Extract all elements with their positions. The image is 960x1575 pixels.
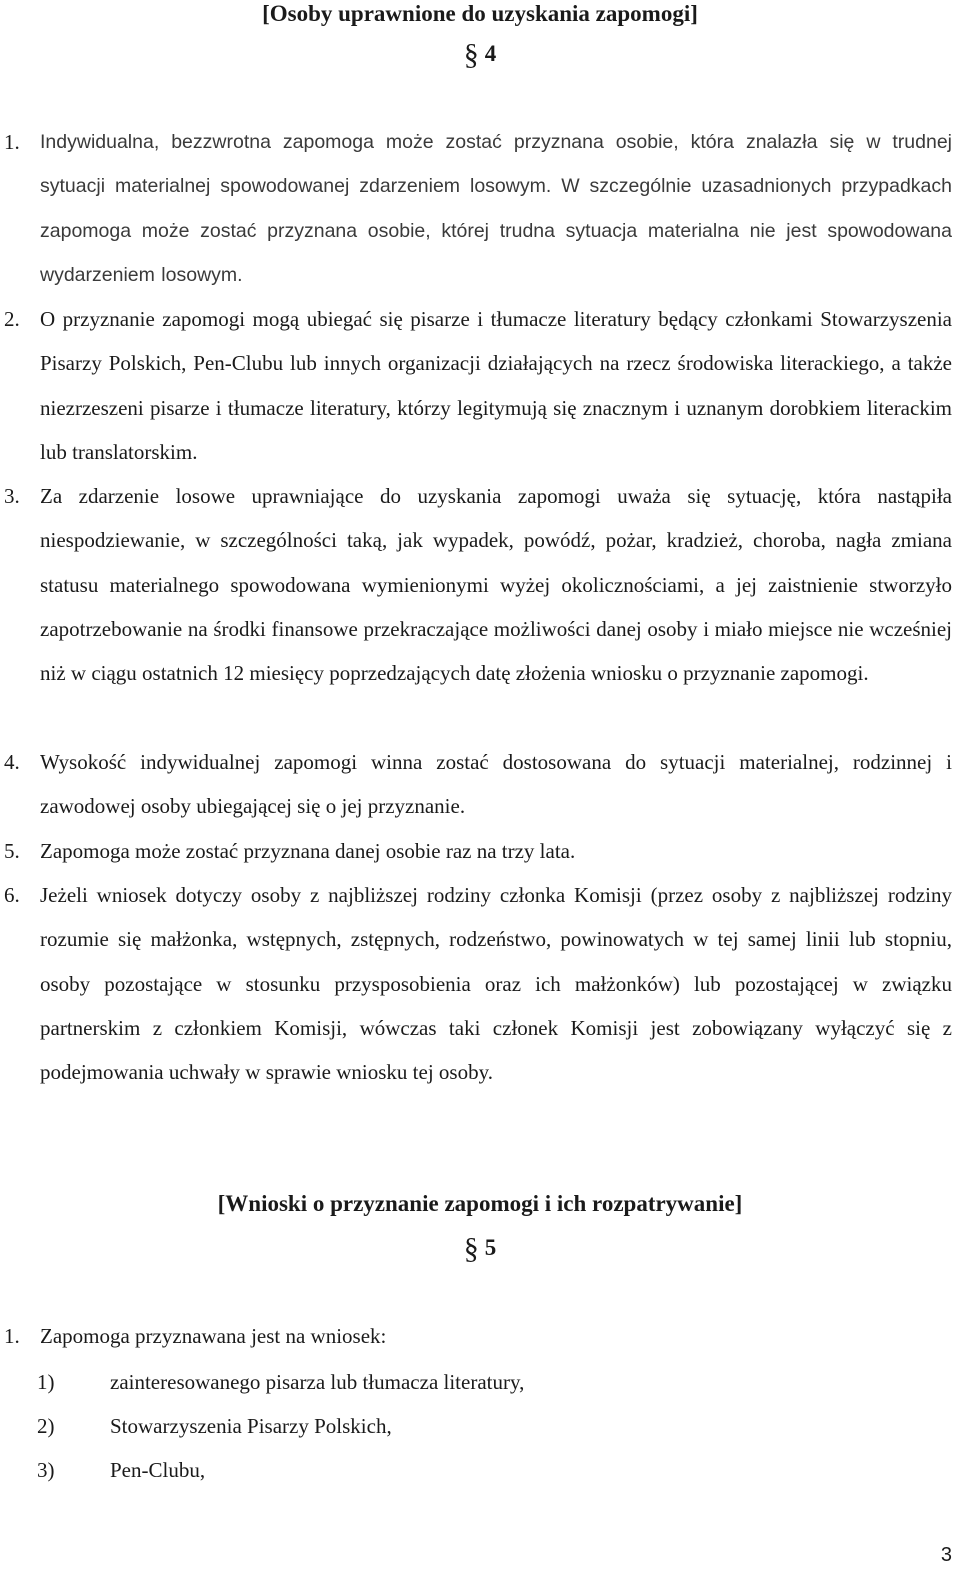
list-item (0, 297, 952, 474)
item-number: 1. (4, 130, 20, 154)
item-number: 2. (4, 307, 20, 331)
item-number: 3. (4, 484, 20, 508)
paragraph-number-value: 4 (484, 41, 497, 66)
item-number: 4. (4, 750, 20, 774)
list-item (0, 740, 952, 829)
list-item (0, 873, 952, 1094)
list-item (0, 1314, 952, 1358)
section-heading: [Osoby uprawnione do uzyskania zapomogi] (262, 1, 698, 26)
section-heading: [Wnioski o przyznanie zapomogi i ich rozpatrywanie] (217, 1191, 743, 1216)
subitem-text: zainteresowanego pisarza lub tłumacza literatury, (110, 1370, 525, 1394)
item-number: 5. (4, 839, 20, 863)
subitem-text: Stowarzyszenia Pisarzy Polskich, (110, 1414, 392, 1438)
item-number: 6. (4, 883, 20, 907)
section-sign: § (463, 38, 479, 71)
section-sign: § (463, 1232, 479, 1265)
item-number: 1. (4, 1324, 20, 1348)
subitem-text: Pen-Clubu, (110, 1458, 206, 1482)
item-text: Zapomoga może zostać przyznana danej osobie raz na trzy lata. (40, 839, 576, 863)
item-text: Jeżeli wniosek dotyczy osoby z najbliższej rodziny członka Komisji (przez osoby z najbliższej rodziny rozumie się małżonka, wstępnych, zstępnych, rodzeństwo, powinowatych w tej samej linii lub stopniu, osoby pozostające w stosunku przysposobienia oraz ich małżonków) lub pozostającej w związku partnerskim z członkiem Komisji, wówczas taki członek Komisji jest zobowiązany wyłączyć się z podejmowania uchwały w sprawie wniosku tej osoby. (40, 883, 952, 1085)
paragraph-number (0, 40, 960, 69)
item-text: Indywidualna, bezzwrotna zapomoga może zostać przyznana osobie, która znalazła się w trudnej sytuacji materialnej spowodowanej zdarzeniem losowym. W szczególnie uzasadnionych przypadkach zapomoga może zostać przyznana osobie, której trudna sytuacja materialna nie jest spowodowana wydarzeniem losowym. (40, 131, 952, 286)
list-item (0, 120, 952, 297)
page-number: 3 (940, 1544, 952, 1566)
item-text: Za zdarzenie losowe uprawniające do uzyskania zapomogi uważa się sytuację, która nastąpiła niespodziewanie, w szczególności taką, jak wypadek, powódź, pożar, kradzież, choroba, nagła zmiana statusu materialnego spowodowana wymienionymi wyżej okolicznościami, a jej zaistnienie stworzyło zapotrzebowanie na środki finansowe przekraczające możliwości danej osoby i miało miejsce nie wcześniej niż w ciągu ostatnich 12 miesięcy poprzedzających datę złożenia wniosku o przyznanie zapomogi. (40, 484, 952, 686)
paragraph-number (0, 1234, 960, 1263)
item-text: Zapomoga przyznawana jest na wniosek: (40, 1324, 387, 1348)
subitem-number: 1) (37, 1370, 55, 1394)
subitem-number: 2) (37, 1414, 55, 1438)
item-text: Wysokość indywidualnej zapomogi winna zostać dostosowana do sytuacji materialnej, rodzinnej i zawodowej osoby ubiegającej się o jej przyznanie. (40, 750, 952, 819)
subitem-number: 3) (37, 1458, 55, 1482)
list-item (0, 474, 952, 695)
item-text: O przyznanie zapomogi mogą ubiegać się pisarze i tłumacze literatury będący członkami Stowarzyszenia Pisarzy Polskich, Pen-Clubu lub innych organizacji działających na rzecz środowiska literackiego, a także niezrzeszeni pisarze i tłumacze literatury, którzy legitymują się znacznym i uznanym dorobkiem literackim lub translatorskim. (40, 307, 952, 464)
list-item (0, 829, 952, 873)
paragraph-number-value: 5 (484, 1235, 497, 1260)
